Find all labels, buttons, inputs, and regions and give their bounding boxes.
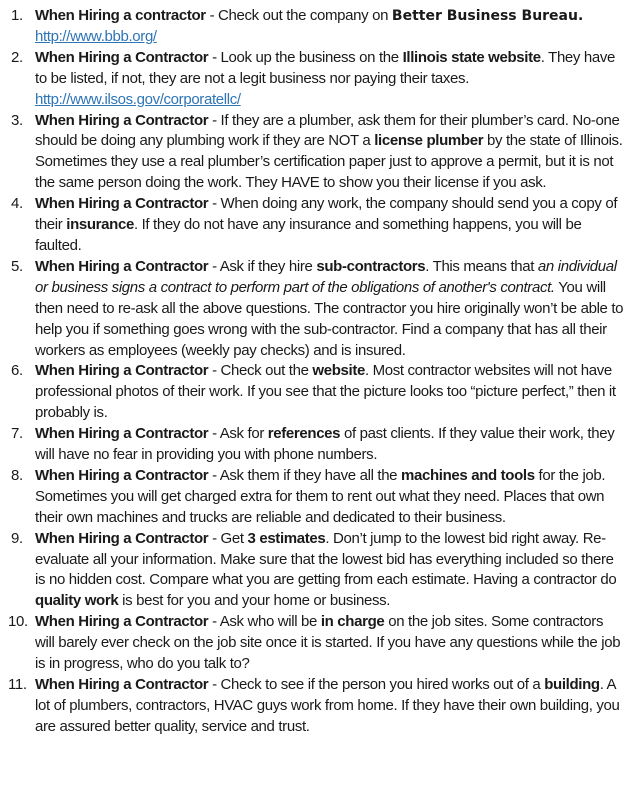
body-text: - When doing any work, the company should send you a copy of their bbox=[35, 195, 618, 234]
url-link[interactable]: http://www.bbb.org/ bbox=[35, 27, 157, 45]
body-text: by the state of Illinois. Sometimes they use a real plumber’s certification paper just to approve a permit, but it is not the same person doing the work. They HAVE to show you their license if you ask. bbox=[35, 132, 623, 192]
item-heading: When Hiring a Contractor bbox=[35, 195, 209, 213]
item-heading: When Hiring a Contractor bbox=[35, 257, 209, 275]
item-number: 11. bbox=[8, 676, 27, 693]
body-text: - Get bbox=[208, 529, 248, 547]
item-heading: When Hiring a Contractor bbox=[35, 111, 209, 129]
item-number: 7. bbox=[11, 425, 23, 443]
list-item bbox=[8, 257, 625, 362]
list-item bbox=[8, 48, 625, 111]
body-text: is best for you and your home or business. bbox=[118, 592, 391, 610]
emphasis-text: license plumber bbox=[374, 132, 484, 150]
item-number: 4. bbox=[11, 195, 23, 213]
body-text: on the job sites. Some contractors will barely ever check on the job site once it is started. If you have any questions while the job is in progress, who do you talk to? bbox=[35, 613, 621, 673]
body-text: - If they are a plumber, ask them for their plumber’s card. No-one should be doing any plumbing work if they are NOT a bbox=[35, 111, 620, 150]
body-text: . Most contractor websites will not have professional photos of their work. If you see that the picture looks too “picture perfect,” then it probably is. bbox=[35, 362, 616, 422]
tips-list bbox=[8, 6, 625, 738]
list-item bbox=[8, 675, 625, 738]
list-item bbox=[8, 111, 625, 195]
body-text: . Don’t jump to the lowest bid right away. Re-evaluate all your information. Make sure that the lowest bid has everything included so there is no hidden cost. Compare what you are getting from each estimate. Having a contractor do bbox=[35, 529, 617, 589]
body-text: - Ask for bbox=[208, 425, 268, 443]
item-heading: When Hiring a Contractor bbox=[35, 425, 209, 443]
list-item bbox=[8, 361, 625, 424]
body-text: of past clients. If they value their work, they will have no fear in providing you with phone numbers. bbox=[35, 425, 615, 464]
item-number: 10. bbox=[8, 613, 28, 631]
italic-definition: an individual or business signs a contract to perform part of the obligations of another's contract. bbox=[35, 257, 617, 296]
body-text: . This means that bbox=[425, 257, 538, 275]
item-number: 6. bbox=[11, 362, 23, 380]
item-heading: When Hiring a contractor bbox=[35, 7, 206, 24]
body-text: - Look up the business on the bbox=[208, 48, 403, 66]
body-text: - Check out the bbox=[208, 362, 313, 380]
emphasis-text: in charge bbox=[320, 613, 385, 631]
list-item bbox=[8, 194, 625, 257]
body-text: . They have to be listed, if not, they are not a legit business nor paying their taxes. bbox=[35, 48, 616, 87]
item-heading: When Hiring a Contractor bbox=[35, 613, 209, 631]
emphasis-text: insurance bbox=[66, 216, 134, 234]
body-text: - Ask them if they have all the bbox=[208, 466, 401, 484]
emphasis-text: references bbox=[267, 425, 341, 443]
body-text: You will then need to re-ask all the above questions. The contractor you hire originally won’t be able to help you if something goes wrong with the sub-contractor. Find a company that has all their workers as employees (weekly pay checks) and is insured. bbox=[35, 278, 624, 359]
emphasis-text: sub-contractors bbox=[316, 257, 426, 275]
item-heading: When Hiring a Contractor bbox=[35, 362, 209, 380]
emphasis-text: Illinois state website bbox=[402, 48, 541, 66]
body-text: - Check out the company on bbox=[205, 7, 392, 24]
body-text: - Check to see if the person you hired works out of a bbox=[208, 676, 545, 693]
item-heading: When Hiring a Contractor bbox=[35, 48, 209, 66]
emphasis-text: website bbox=[312, 362, 365, 380]
list-item bbox=[8, 424, 625, 466]
body-text: . If they do not have any insurance and something happens, you will be faulted. bbox=[35, 216, 582, 254]
body-text: . A lot of plumbers, contractors, HVAC guys work from home. If they have their own building, you are assured better quality, service and trust. bbox=[35, 676, 620, 735]
body-text: - Ask if they hire bbox=[208, 257, 317, 275]
item-heading: When Hiring a Contractor bbox=[35, 529, 209, 547]
emphasis-text: Better Business Bureau. bbox=[391, 8, 584, 24]
item-number: 1. bbox=[11, 7, 23, 24]
list-item bbox=[8, 612, 625, 675]
item-number: 9. bbox=[11, 529, 23, 547]
item-heading: When Hiring a Contractor bbox=[35, 676, 209, 693]
item-number: 3. bbox=[11, 111, 23, 129]
body-text: for the job. Sometimes you will get charged extra for them to rent out what they need. Places that own their own machines and trucks are reliable and dedicated to their business. bbox=[35, 466, 606, 526]
emphasis-text: 3 estimates bbox=[247, 529, 326, 547]
emphasis-text: machines and tools bbox=[401, 466, 535, 484]
list-item bbox=[8, 6, 625, 48]
emphasis-text: building bbox=[544, 676, 600, 693]
list-item bbox=[8, 466, 625, 529]
item-heading: When Hiring a Contractor bbox=[35, 466, 209, 484]
emphasis-text: quality work bbox=[35, 592, 119, 610]
body-text: - Ask who will be bbox=[208, 613, 321, 631]
item-number: 5. bbox=[11, 257, 23, 275]
list-item bbox=[8, 529, 625, 613]
item-number: 2. bbox=[11, 48, 23, 66]
url-link[interactable]: http://www.ilsos.gov/corporatellc/ bbox=[35, 90, 241, 108]
item-number: 8. bbox=[11, 466, 23, 484]
